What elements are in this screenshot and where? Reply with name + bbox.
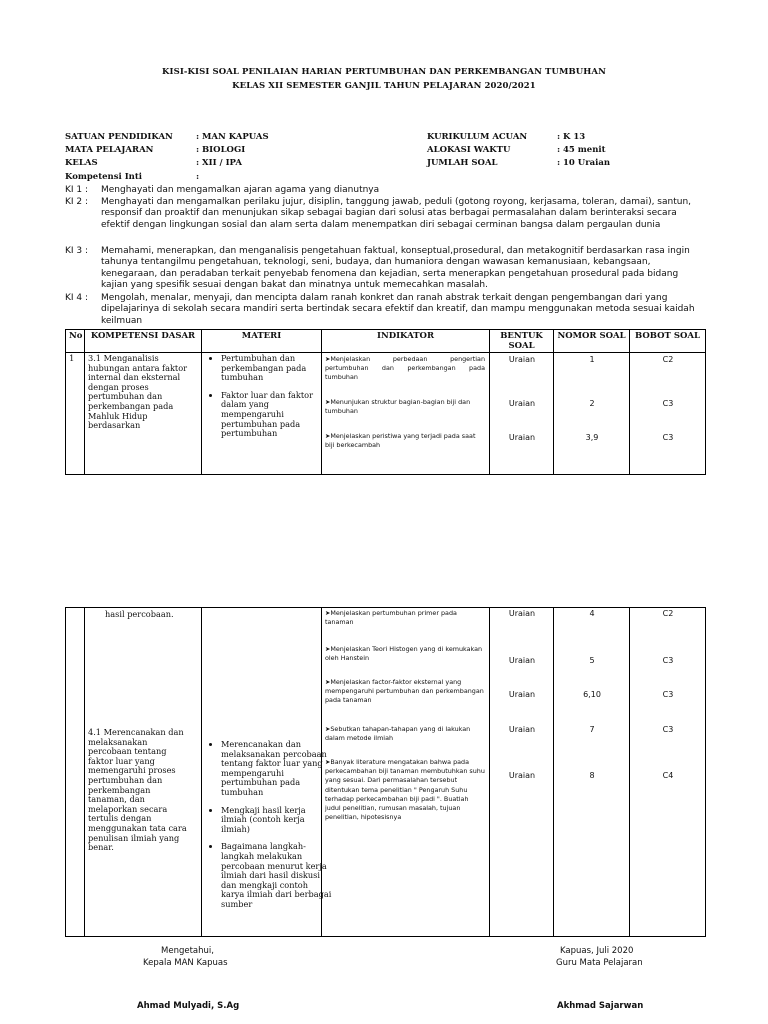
materi-item: • Mengkaji hasil kerja ilmiah (contoh kerja ilmiah) (221, 806, 333, 835)
header-bentuk-soal: BENTUK SOAL (490, 330, 554, 353)
bentuk-value: Uraian (508, 609, 536, 618)
kompetensi-inti-colon: : (196, 172, 200, 182)
cell-kompetensi-dasar (85, 608, 202, 937)
bobot-value: C3 (662, 690, 674, 699)
bobot-value: C3 (662, 656, 674, 665)
alokasi-value: 45 menit (563, 145, 606, 155)
bentuk-value: Uraian (508, 399, 536, 408)
footer-right-line-2: Guru Mata Pelajaran (556, 958, 643, 968)
nomor-value: 2 (589, 399, 595, 408)
indikator-text: Menjelaskan perbedaan pengertian pertumbuhan dan perkembangan pada tumbuhan (325, 355, 485, 382)
indikator-item: ➤Menjelaskan Teori Histogen yang di kemukakan oleh Hanstein (325, 645, 483, 663)
bentuk-value: Uraian (508, 433, 536, 442)
kelas-colon: : (196, 158, 200, 168)
footer-right-signatory: Akhmad Sajarwan (557, 1001, 644, 1011)
nomor-value: 7 (589, 725, 595, 734)
alokasi-label: ALOKASI WAKTU (427, 145, 511, 155)
bobot-value: C2 (662, 609, 674, 618)
indikator-text: Menunjukan struktur bagian-bagian biji dan tumbuhan (325, 398, 471, 416)
kelas-value: XII / IPA (202, 158, 242, 168)
cell-no: 1 (66, 353, 85, 475)
satuan-colon: : (196, 132, 200, 142)
materi-item: • Pertumbuhan dan perkembangan pada tumbuhan (221, 354, 318, 383)
cell-kompetensi-dasar: 3.1 Menganalisis hubungan antara faktor internal dan eksternal dengan proses pertumbuhan dan perkembangan pada Mahluk Hidup berdasarkan (85, 353, 202, 475)
footer-left-signatory: Ahmad Mulyadi, S.Ag (137, 1001, 240, 1011)
ki-4 (65, 293, 705, 329)
nomor-value: 1 (589, 355, 595, 364)
cell-indikator (322, 353, 490, 475)
kd-continuation: hasil percobaan. (105, 609, 174, 619)
jumlah-colon: : (557, 158, 561, 168)
nomor-value: 8 (589, 771, 595, 780)
indikator-text: Sebutkan tahapan-tahapan yang di lakukan dalam metode ilmiah (325, 725, 471, 743)
cell-no (66, 608, 85, 937)
ki-text: Memahami, menerapkan, dan menganalisis pengetahuan faktual, konseptual,prosedural, dan metakognitif berdasarkan rasa ingin tahunya tentangilmu pengetahuan, teknologi, seni, budaya, dan humaniora dengan wawasan kemanusiaan, kebangsaan, kenegaraan, dan peradaban terkait penyebab fenomena dan kejadian, serta menerapkan pengetahuan prosedural pada bidang kajian yang spesifik sesuai dengan bakat dan minatnya untuk memecahkan masalah. (101, 246, 690, 290)
ki-1 (65, 185, 705, 197)
cell-bobot-soal (630, 353, 706, 475)
materi-item: • Merencanakan dan melaksanakan percobaan tentang faktor luar yang mempengaruhi pertumbuhan pada tumbuhan (221, 740, 333, 798)
indikator-text: Menjelaskan Teori Histogen yang di kemukakan oleh Hanstein (325, 645, 483, 663)
jumlah-label: JUMLAH SOAL (427, 158, 498, 168)
kisi-table-1 (65, 329, 706, 475)
kurikulum-value: K 13 (563, 132, 586, 142)
cell-bentuk-soal (490, 353, 554, 475)
mapel-colon: : (196, 145, 200, 155)
kurikulum-label: KURIKULUM ACUAN (427, 132, 528, 142)
ki-text: Menghayati dan mengamalkan ajaran agama yang dianutnya (101, 185, 380, 195)
table-row (66, 608, 706, 937)
cell-materi (202, 353, 322, 475)
jumlah-value: 10 Uraian (563, 158, 611, 168)
bobot-value: C3 (662, 433, 674, 442)
kisi-table-2 (65, 607, 706, 937)
footer-right-line-1: Kapuas, Juli 2020 (560, 946, 634, 956)
bentuk-value: Uraian (508, 656, 536, 665)
footer-left-line-2: Kepala MAN Kapuas (143, 958, 228, 968)
ki-code: KI 1 : (65, 185, 89, 195)
cell-indikator (322, 608, 490, 937)
kelas-label: KELAS (65, 158, 98, 168)
materi-item: • Bagaimana langkah-langkah melakukan percobaan menurut kerja ilmiah dari hasil diskusi dan mengkaji contoh karya ilmiah dari berbagai sumber (221, 842, 333, 909)
table-header-row (66, 330, 706, 353)
bentuk-value: Uraian (508, 355, 536, 364)
indikator-item: ➤Sebutkan tahapan-tahapan yang di lakukan dalam metode ilmiah (325, 725, 471, 743)
nomor-value: 3,9 (585, 433, 599, 442)
indikator-item: ➤Menjelaskan peristiwa yang terjadi pada saat biji berkecambah (325, 432, 476, 450)
bobot-value: C2 (662, 355, 674, 364)
satuan-label: SATUAN PENDIDIKAN (65, 132, 173, 142)
ki-code: KI 3 : (65, 246, 89, 256)
bentuk-value: Uraian (508, 690, 536, 699)
ki-3 (65, 246, 705, 294)
header-nomor-soal: NOMOR SOAL (554, 330, 630, 353)
cell-materi (202, 608, 332, 937)
bobot-value: C3 (662, 399, 674, 408)
bentuk-value: Uraian (508, 725, 536, 734)
satuan-value: MAN KAPUAS (202, 132, 269, 142)
cell-nomor-soal (554, 353, 630, 475)
table-row (66, 353, 706, 475)
nomor-value: 6,10 (583, 690, 601, 699)
header-no: No (66, 330, 85, 353)
ki-code: KI 2 : (65, 197, 89, 207)
indikator-item: ➤Banyak literature mengatakan bahwa pada perkecambahan biji tanaman membutuhkan suhu yang sesuai. Dari permasalahan tersebut ditentukan tema penelitian " Pengaruh Suhu terhadap perkecambahan biji padi ". Buatlah judul penelitian, rumusan masalah, tujuan penelitian, hipotesisnya (325, 758, 485, 822)
indikator-text: Menjelaskan pertumbuhan primer pada tanaman (325, 609, 457, 627)
indikator-item: ➤Menjelaskan perbedaan pengertian pertumbuhan dan perkembangan pada tumbuhan (325, 355, 485, 382)
indikator-text: Banyak literature mengatakan bahwa pada perkecambahan biji tanaman membutuhkan suhu yang sesuai. Dari permasalahan tersebut ditentukan tema penelitian " Pengaruh Suhu terhadap perkecambahan biji padi ". Buatlah judul penelitian, rumusan masalah, tujuan penelitian, hipotesisnya (325, 758, 485, 822)
header-bobot-soal: BOBOT SOAL (630, 330, 706, 353)
indikator-item: ➤Menjelaskan factor-faktor eksternal yang mempengaruhi pertumbuhan dan perkembangan pada tanaman (325, 678, 484, 705)
document-title-line-2: KELAS XII SEMESTER GANJIL TAHUN PELAJARAN 2020/2021 (232, 81, 536, 91)
ki-2 (65, 197, 705, 247)
bobot-value: C4 (662, 771, 674, 780)
bobot-value: C3 (662, 725, 674, 734)
alokasi-colon: : (557, 145, 561, 155)
mapel-value: BIOLOGI (202, 145, 246, 155)
ki-text: Menghayati dan mengamalkan perilaku jujur, disiplin, tanggung jawab, peduli (gotong royong, kerjasama, toleran, damai), santun, responsif dan proaktif dan menunjukan sikap sebagai bagian dari solusi atas berbagai permasalahan dalam berinteraksi secara efektif dengan lingkungan sosial dan alam serta dalam menempatkan diri sebagai cerminan bangsa dalam pergaulan dunia (101, 197, 692, 230)
cell-bobot-soal (630, 608, 706, 937)
mapel-label: MATA PELAJARAN (65, 145, 154, 155)
kurikulum-colon: : (557, 132, 561, 142)
indikator-text: Menjelaskan peristiwa yang terjadi pada saat biji berkecambah (325, 432, 476, 450)
ki-text: Mengolah, menalar, menyaji, dan mencipta dalam ranah konkret dan ranah abstrak terkait dengan pengembangan dari yang dipelajarinya di sekolah secara mandiri serta bertindak secara efektif dan kreatif, dan mampu menggunakan metoda sesuai kaidah keilmuan (101, 293, 695, 326)
bentuk-value: Uraian (508, 771, 536, 780)
indikator-text: Menjelaskan factor-faktor eksternal yang mempengaruhi pertumbuhan dan perkembangan pada tanaman (325, 678, 484, 705)
ki-code: KI 4 : (65, 293, 89, 303)
kompetensi-inti-label: Kompetensi Inti (65, 172, 143, 182)
cell-nomor-soal (554, 608, 630, 937)
header-indikator: INDIKATOR (322, 330, 490, 353)
materi-item: • Faktor luar dan faktor dalam yang mempengaruhi pertumbuhan pada pertumbuhan (221, 391, 318, 439)
header-kompetensi-dasar: KOMPETENSI DASAR (85, 330, 202, 353)
indikator-item: ➤Menunjukan struktur bagian-bagian biji dan tumbuhan (325, 398, 471, 416)
nomor-value: 5 (589, 656, 595, 665)
kd-4-1: 4.1 Merencanakan dan melaksanakan percobaan tentang faktor luar yang memengaruhi proses pertumbuhan dan perkembangan tanaman, dan melaporkan secara tertulis dengan menggunakan tata cara penulisan ilmiah yang benar. (88, 727, 187, 853)
document-title-line-1: KISI-KISI SOAL PENILAIAN HARIAN PERTUMBUHAN DAN PERKEMBANGAN TUMBUHAN (162, 67, 606, 77)
cell-bentuk-soal (490, 608, 554, 937)
nomor-value: 4 (589, 609, 595, 618)
header-materi: MATERI (202, 330, 322, 353)
footer-left-line-1: Mengetahui, (161, 946, 214, 956)
indikator-item: ➤Menjelaskan pertumbuhan primer pada tanaman (325, 609, 457, 627)
